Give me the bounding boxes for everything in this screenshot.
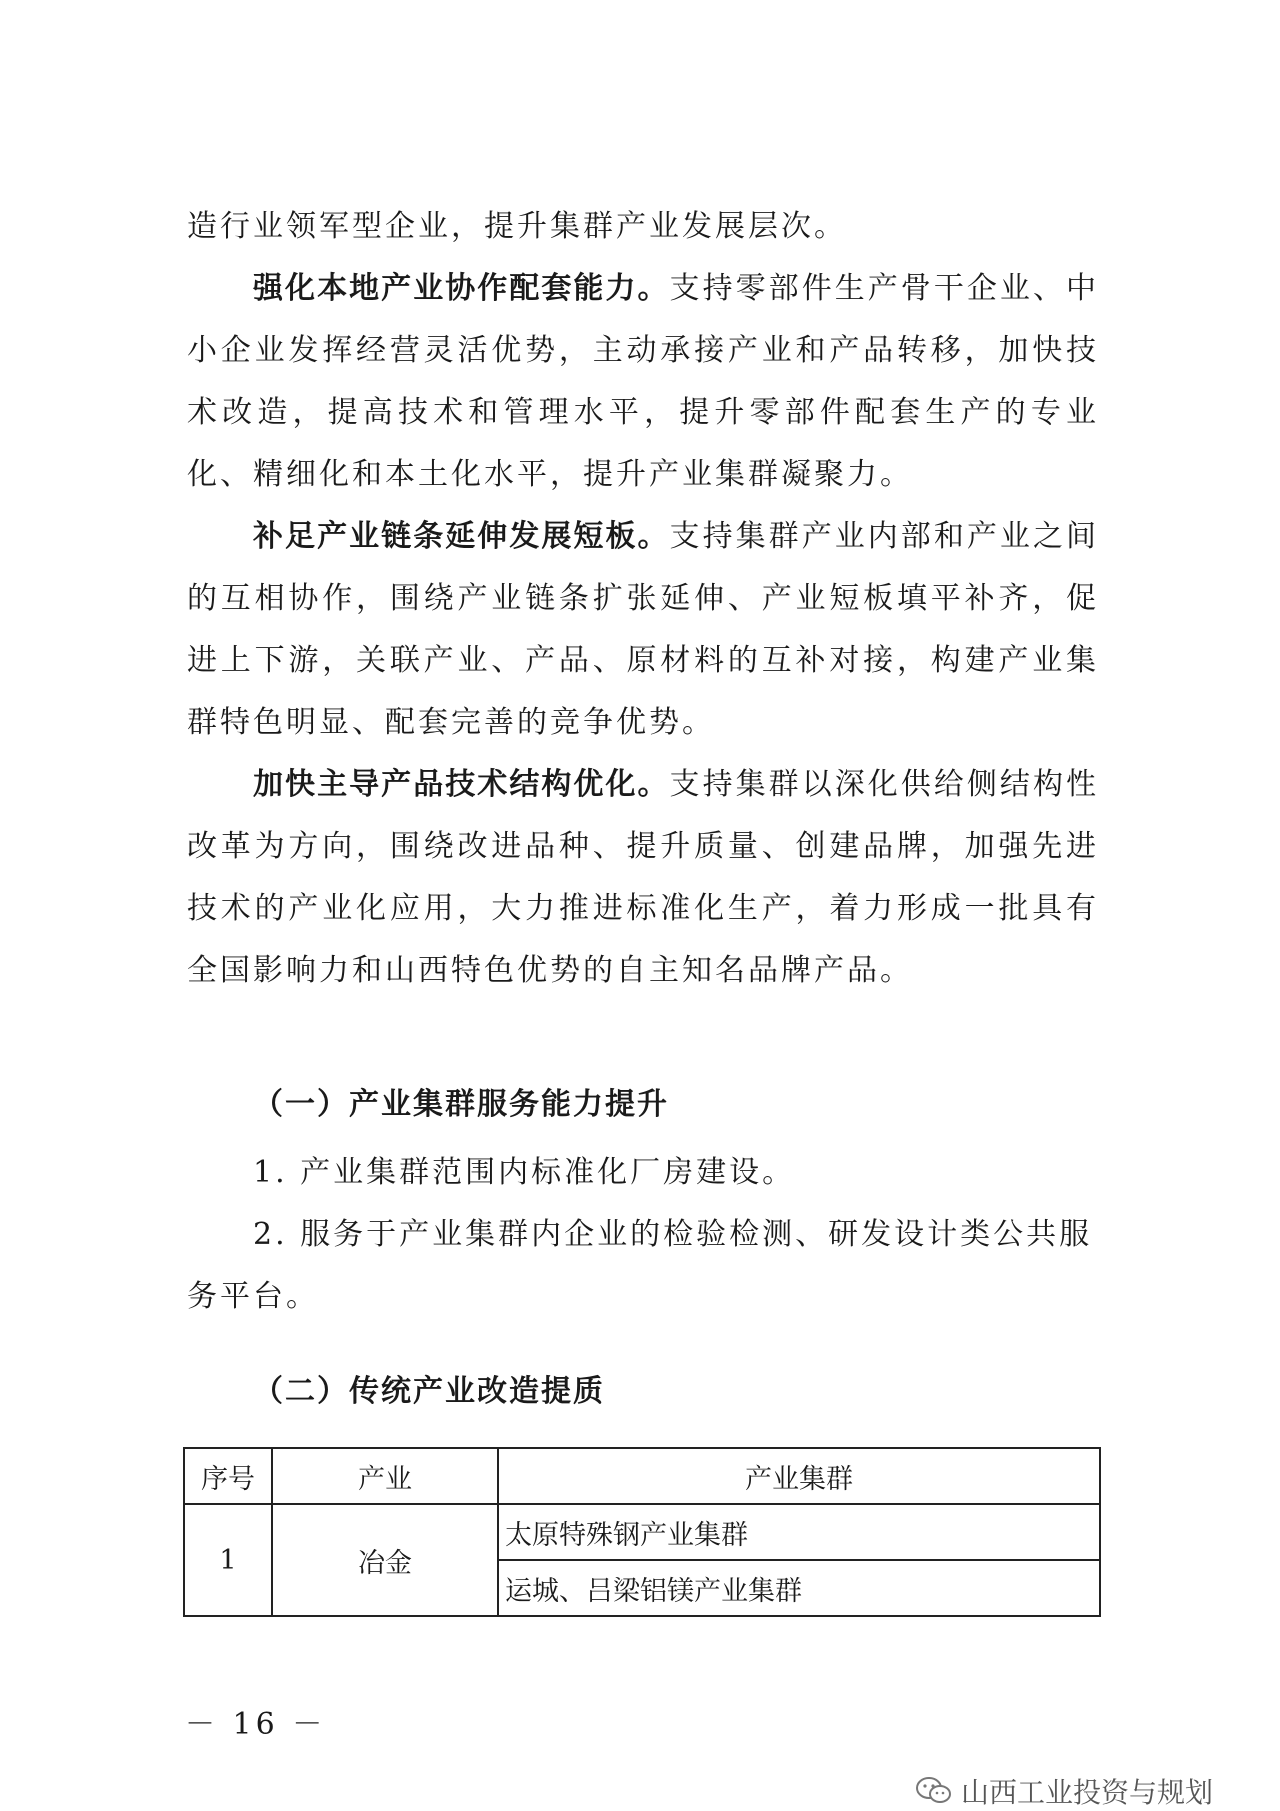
section-heading-2: （二）传统产业改造提质 bbox=[253, 1374, 605, 1409]
body-text bbox=[187, 196, 1099, 1002]
paragraph-continuation bbox=[187, 196, 1099, 258]
paragraph-text: 造行业领军型企业，提升集群产业发展层次。 bbox=[187, 209, 847, 244]
header-seq: 序号 bbox=[184, 1448, 272, 1504]
industry-table bbox=[183, 1447, 1101, 1617]
table-row bbox=[184, 1504, 1100, 1560]
watermark bbox=[915, 1771, 1213, 1811]
paragraph-product-structure bbox=[187, 754, 1099, 1002]
paragraph-lead: 强化本地产业协作配套能力。 bbox=[253, 271, 670, 306]
list-item: 1. 产业集群范围内标准化厂房建设。 bbox=[253, 1155, 796, 1190]
wechat-icon bbox=[915, 1776, 953, 1806]
list-item: 2. 服务于产业集群内企业的检验检测、研发设计类公共服务平台。 bbox=[187, 1217, 1093, 1314]
paragraph-lead: 加快主导产品技术结构优化。 bbox=[253, 767, 670, 802]
cell-cluster: 运城、吕梁铝镁产业集群 bbox=[498, 1560, 1100, 1616]
section-heading-1: （一）产业集群服务能力提升 bbox=[253, 1087, 669, 1122]
cell-cluster: 太原特殊钢产业集群 bbox=[498, 1504, 1100, 1560]
watermark-text: 山西工业投资与规划 bbox=[961, 1776, 1214, 1809]
paragraph-lead: 补足产业链条延伸发展短板。 bbox=[253, 519, 670, 554]
paragraph-local-collaboration bbox=[187, 258, 1099, 506]
paragraph-text: 支持集群以深化供给侧结构性改革为方向，围绕改进品种、提升质量、创建品牌，加强先进技术的产业化应用，大力推进标准化生产，着力形成一批具有全国影响力和山西特色优势的自主知名品牌产品。 bbox=[187, 767, 1100, 988]
header-cluster: 产业集群 bbox=[498, 1448, 1100, 1504]
paragraph-text: 支持零部件生产骨干企业、中小企业发挥经营灵活优势，主动承接产业和产品转移，加快技术改造，提高技术和管理水平，提升零部件配套生产的专业化、精细化和本土化水平，提升产业集群凝聚力。 bbox=[187, 271, 1100, 492]
paragraph-text: 支持集群产业内部和产业之间的互相协作，围绕产业链条扩张延伸、产业短板填平补齐，促进上下游，关联产业、产品、原材料的互补对接，构建产业集群特色明显、配套完善的竞争优势。 bbox=[187, 519, 1100, 740]
page-number: － 16 － bbox=[185, 1707, 327, 1742]
cell-industry: 冶金 bbox=[272, 1504, 498, 1616]
paragraph-industry-chain bbox=[187, 506, 1099, 754]
table-header-row bbox=[184, 1448, 1100, 1504]
header-industry: 产业 bbox=[272, 1448, 498, 1504]
section-1-list bbox=[187, 1142, 1099, 1328]
cell-seq: 1 bbox=[184, 1504, 272, 1616]
